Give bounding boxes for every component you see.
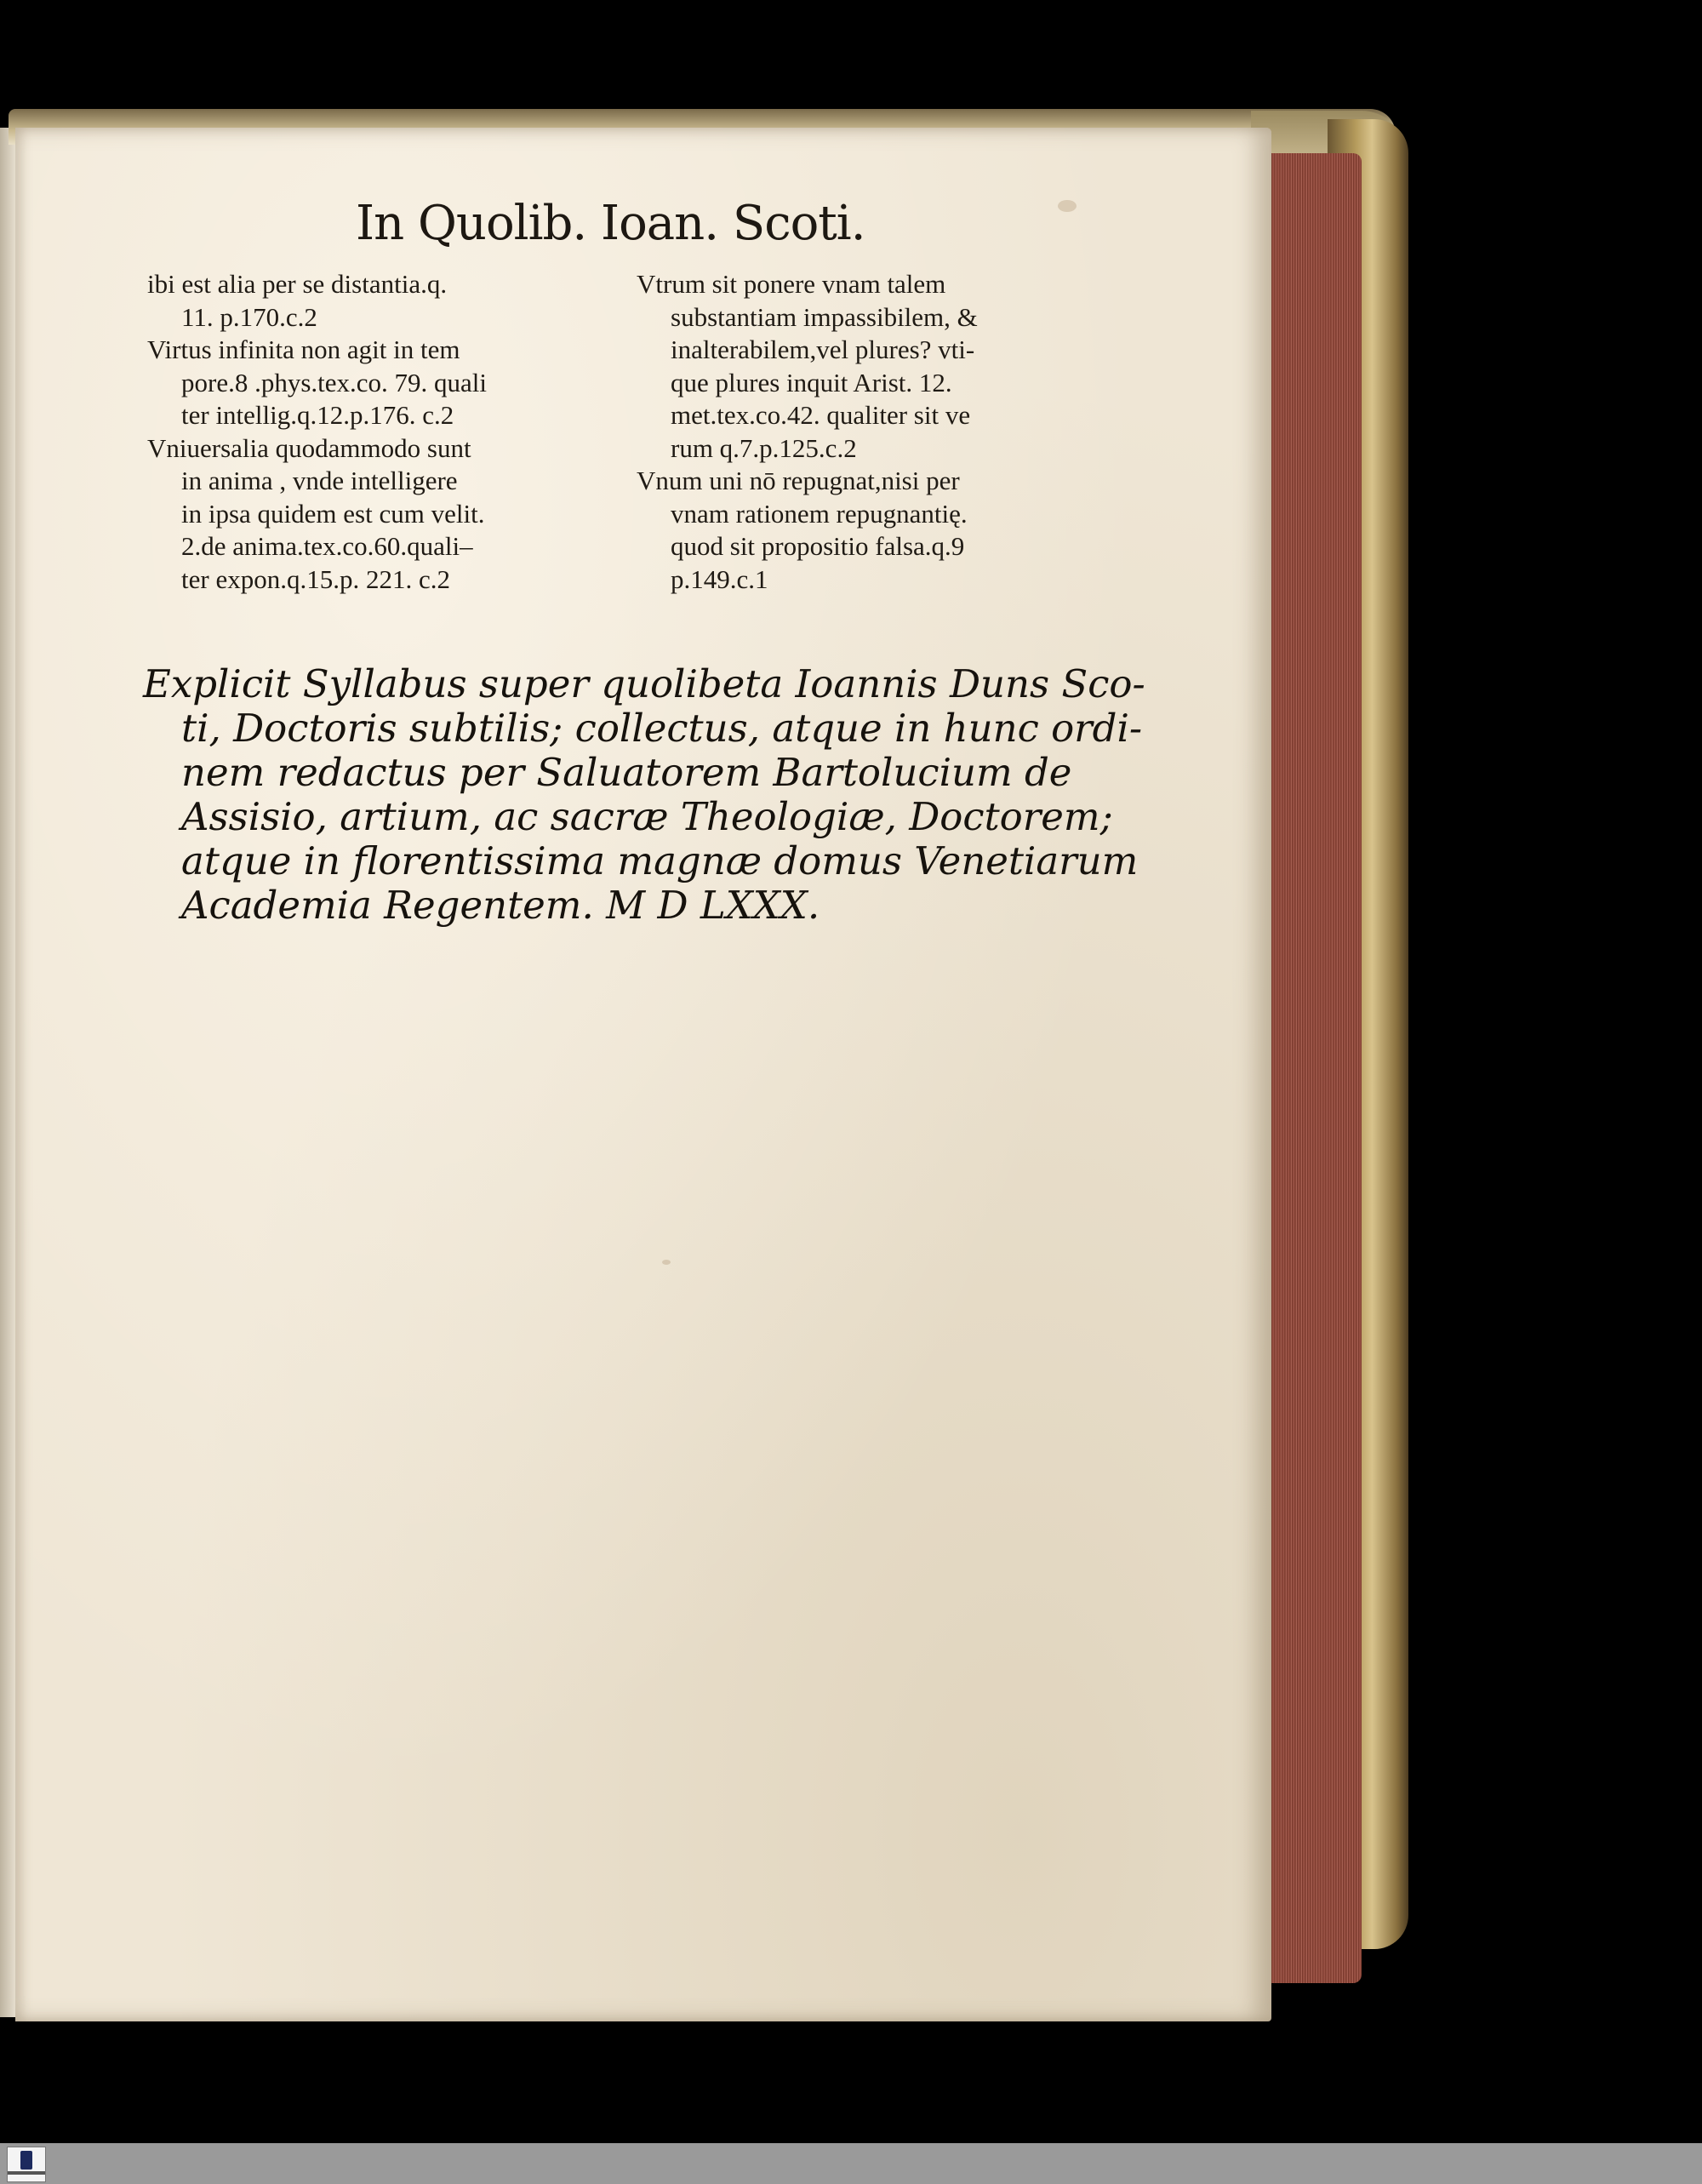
previous-page-edge bbox=[0, 128, 15, 2017]
index-line: met.tex.co.42. qualiter sit ve bbox=[671, 400, 971, 430]
index-line: 2.de anima.tex.co.60.quali– bbox=[181, 531, 473, 561]
index-line: ibi est alia per se distantia.q. bbox=[147, 269, 448, 299]
colophon-line: nem redactus per Saluatorem Bartolucium de bbox=[181, 750, 1072, 795]
colophon-line: ti, Doctoris subtilis; collectus, atque in hunc ordi- bbox=[181, 706, 1143, 751]
left-column bbox=[147, 268, 590, 596]
colophon-line: Assisio, artium, ac sacræ Theologiæ, Doctorem; bbox=[181, 794, 1113, 839]
colophon-line: Explicit Syllabus super quolibeta Ioannis Duns Sco- bbox=[143, 661, 1145, 706]
colophon-line: atque in florentissima magnæ domus Venetiarum bbox=[181, 838, 1139, 883]
library-logo-icon bbox=[7, 2147, 46, 2182]
index-line: 11. p.170.c.2 bbox=[181, 301, 317, 332]
logo-mark-icon bbox=[20, 2151, 32, 2170]
colophon bbox=[143, 661, 1145, 928]
index-line: substantiam impassibilem, & bbox=[671, 301, 978, 332]
logo-text-icon bbox=[8, 2171, 45, 2175]
book-page bbox=[15, 128, 1271, 2021]
index-line: pore.8 .phys.tex.co. 79. quali bbox=[181, 367, 488, 397]
index-line: ter intellig.q.12.p.176. c.2 bbox=[181, 400, 454, 430]
index-line: inalterabilem,vel plures? vti- bbox=[671, 334, 975, 364]
index-line: Vniuersalia quodammodo sunt bbox=[147, 432, 471, 463]
colophon-line: Academia Regentem. M D LXXX. bbox=[181, 883, 820, 928]
paper-stain bbox=[1058, 200, 1077, 212]
index-line: p.149.c.1 bbox=[671, 563, 768, 594]
running-head: In Quolib. Ioan. Scoti. bbox=[356, 196, 865, 251]
index-line: Vtrum sit ponere vnam talem bbox=[637, 269, 946, 299]
right-column bbox=[637, 268, 1113, 596]
index-line: Vnum uni nō repugnat,nisi per bbox=[637, 466, 960, 495]
index-line: ter expon.q.15.p. 221. c.2 bbox=[181, 563, 450, 594]
index-line: vnam rationem repugnantię. bbox=[671, 498, 968, 529]
index-line: Virtus infinita non agit in tem bbox=[147, 334, 460, 364]
index-line: rum q.7.p.125.c.2 bbox=[671, 432, 857, 463]
viewer-footer-bar bbox=[0, 2143, 1702, 2184]
index-line: quod sit propositio falsa.q.9 bbox=[671, 531, 965, 561]
index-line: que plures inquit Arist. 12. bbox=[671, 367, 952, 397]
index-line: in anima , vnde intelligere bbox=[181, 466, 458, 495]
paper-stain bbox=[662, 1260, 671, 1265]
index-line: in ipsa quidem est cum velit. bbox=[181, 498, 485, 529]
